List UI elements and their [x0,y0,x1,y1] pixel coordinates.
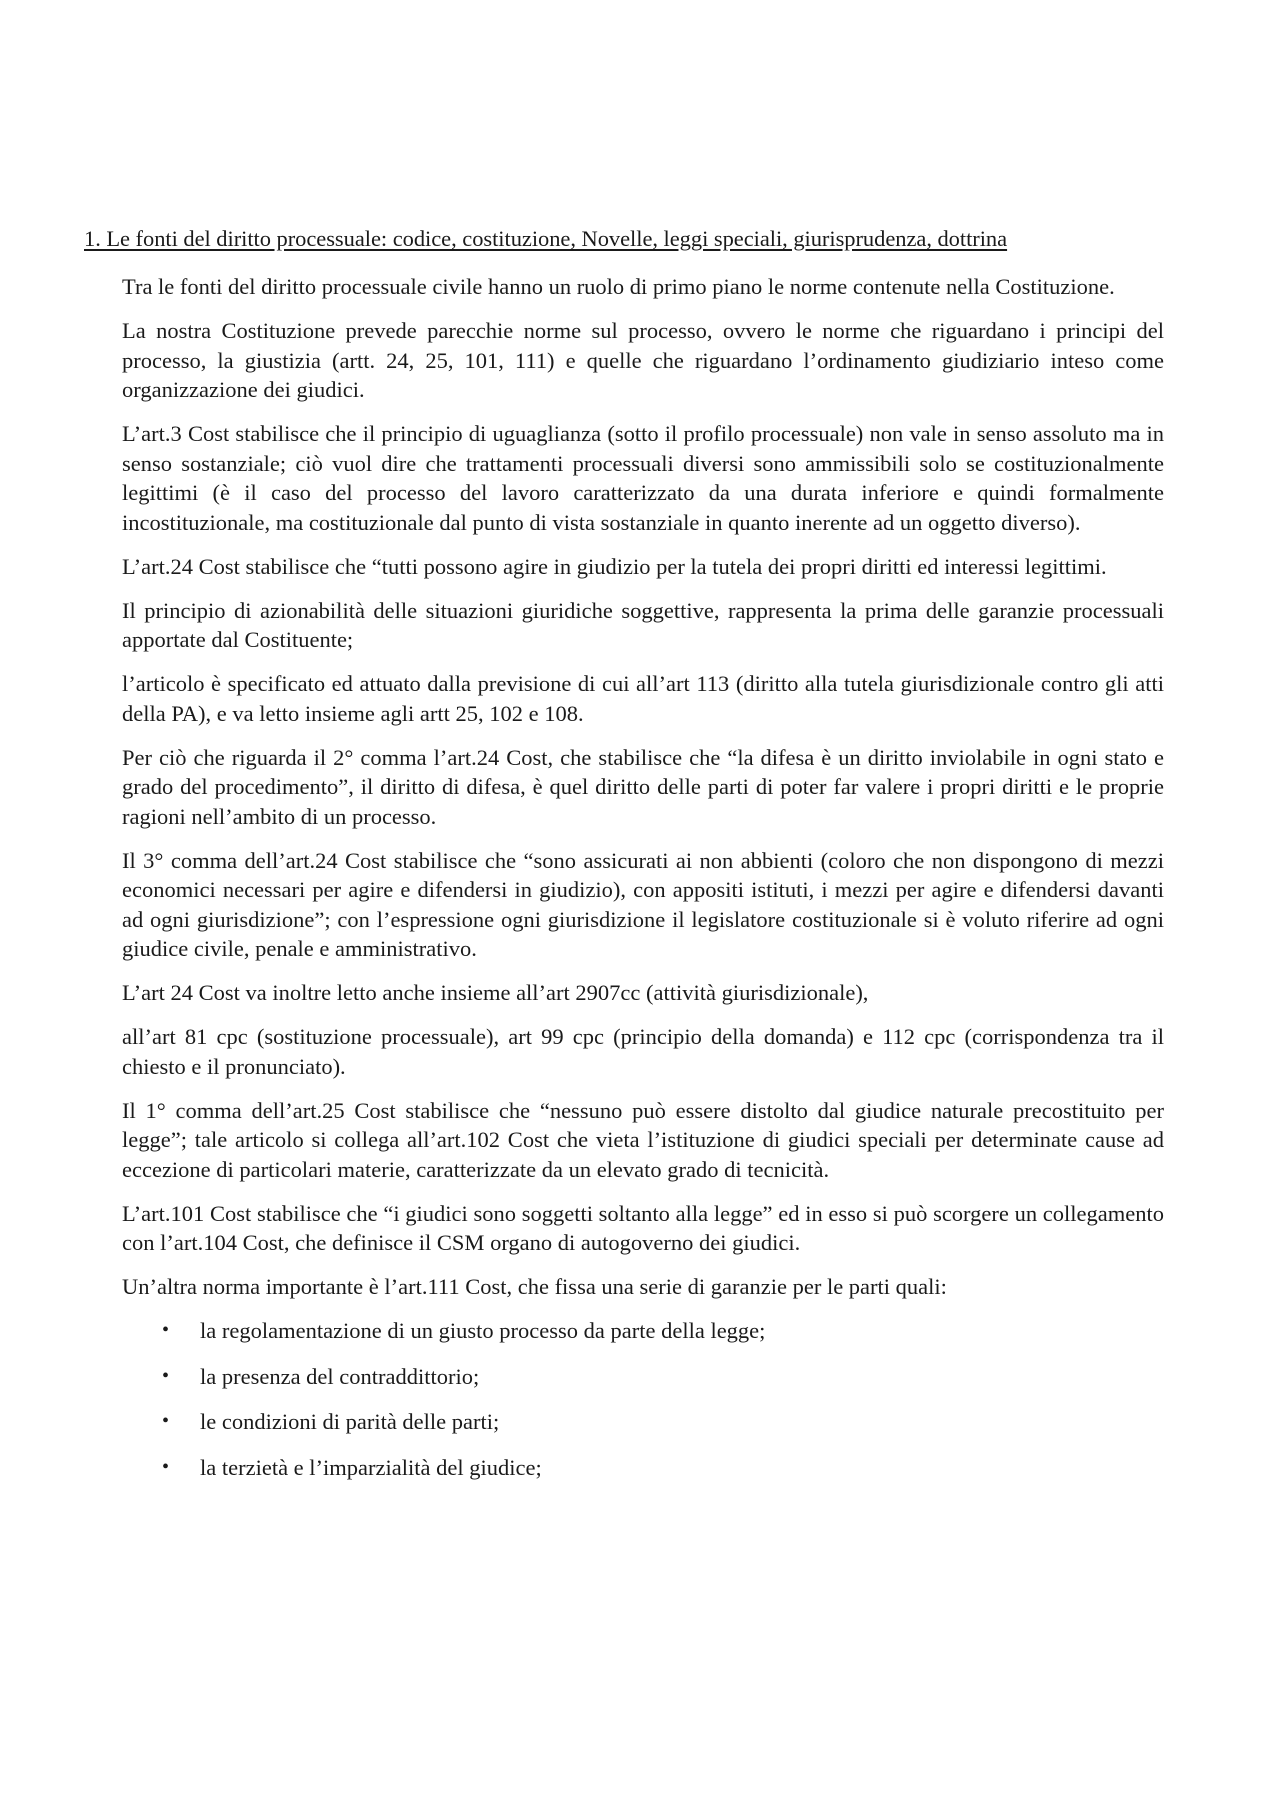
paragraph: Il 1° comma dell’art.25 Cost stabilisce che “nessuno può essere distolto dal giudice naturale precostituito per legge”; tale articolo si collega all’art.102 Cost che vieta l’istituzione di giudici speciali per determinate cause ad eccezione di particolari materie, caratterizzate da un elevato grado di tecnicità. [122,1097,1164,1182]
section-heading: 1. Le fonti del diritto processuale: codice, costituzione, Novelle, leggi speciali, giurisprudenza, dottrina [84,226,1008,251]
list-item [122,1453,1164,1483]
list-item [122,1407,1164,1437]
paragraph: L’art.24 Cost stabilisce che “tutti possono agire in giudizio per la tutela dei propri diritti ed interessi legittimi. [122,553,1107,579]
list-item-text: la presenza del contraddittorio; [200,1363,480,1389]
list-item [122,1362,1164,1392]
bullet-icon: • [162,1455,170,1478]
bullet-icon: • [162,1319,170,1341]
list-item-text: la regolamentazione di un giusto processo da parte della legge; [200,1318,766,1343]
paragraph: all’art 81 cpc (sostituzione processuale), art 99 cpc (principio della domanda) e 112 cpc (corrispondenza tra il chiesto e il pronunciato). [122,1024,1164,1079]
paragraph: L’art 24 Cost va inoltre letto anche insieme all’art 2907cc (attività giurisdizionale), [122,980,869,1005]
list-item-text: le condizioni di parità delle parti; [200,1409,500,1434]
bullet-icon: • [162,1410,170,1432]
bullet-icon: • [162,1364,170,1387]
list-item [122,1316,1164,1346]
paragraph: Un’altra norma importante è l’art.111 Cost, che fissa una serie di garanzie per le parti quali: [122,1274,947,1299]
paragraph: La nostra Costituzione prevede parecchie norme sul processo, ovvero le norme che riguardano i principi del processo, la giustizia (artt. 24, 25, 101, 111) e quelle che riguardano l’ordinamento giudiziario inteso come organizzazione dei giudici. [122,318,1164,402]
paragraph: Per ciò che riguarda il 2° comma l’art.24 Cost, che stabilisce che “la difesa è un diritto inviolabile in ogni stato e grado del procedimento”, il diritto di difesa, è quel diritto delle parti di poter far valere i propri diritti e le proprie ragioni nell’ambito di un processo. [122,744,1164,829]
document-body [122,272,1164,1498]
bullet-list [122,1316,1164,1482]
paragraph: Il 3° comma dell’art.24 Cost stabilisce che “sono assicurati ai non abbienti (coloro che non dispongono di mezzi economici necessari per agire e difendersi in giudizio), con appositi istituti, i mezzi per agire e difendersi davanti ad ogni giurisdizione”; con l’espressione ogni giurisdizione il legislatore costituzionale si è voluto riferire ad ogni giudice civile, penale e amministrativo. [122,847,1164,961]
paragraph: L’art.101 Cost stabilisce che “i giudici sono soggetti soltanto alla legge” ed in esso si può scorgere un collegamento con l’art.104 Cost, che definisce il CSM organo di autogoverno dei giudici. [122,1200,1164,1255]
paragraph: Il principio di azionabilità delle situazioni giuridiche soggettive, rappresenta la prima delle garanzie processuali apportate dal Costituente; [122,597,1164,652]
list-item-text: la terzietà e l’imparzialità del giudice; [200,1454,542,1480]
paragraph: Tra le fonti del diritto processuale civile hanno un ruolo di primo piano le norme contenute nella Costituzione. [122,274,1115,299]
paragraph: l’articolo è specificato ed attuato dalla previsione di cui all’art 113 (diritto alla tutela giurisdizionale contro gli atti della PA), e va letto insieme agli artt 25, 102 e 108. [122,671,1164,726]
paragraph: L’art.3 Cost stabilisce che il principio di uguaglianza (sotto il profilo processuale) non vale in senso assoluto ma in senso sostanziale; ciò vuol dire che trattamenti processuali diversi sono ammissibili solo se costituzionalmente legittimi (è il caso del processo del lavoro caratterizzato da una durata inferiore e quindi formalmente incostituzionale, ma costituzionale dal punto di vista sostanziale in quanto inerente ad un oggetto diverso). [122,421,1164,535]
